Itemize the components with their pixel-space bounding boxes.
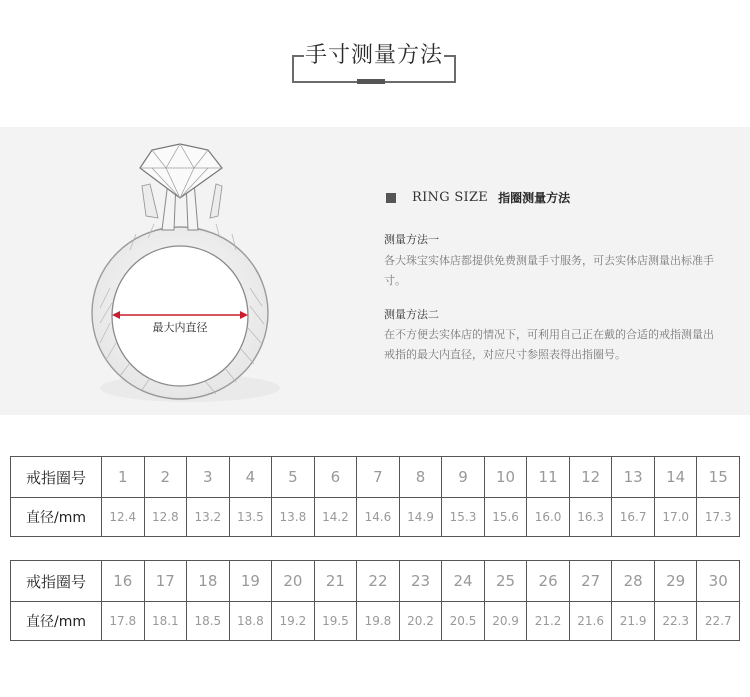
diameter-cell: 13.5	[229, 498, 272, 537]
diameter-cell: 20.5	[442, 602, 485, 641]
size-cell: 12	[569, 457, 612, 498]
size-cell: 14	[654, 457, 697, 498]
diameter-cell: 19.5	[314, 602, 357, 641]
size-cell: 4	[229, 457, 272, 498]
ring-size-heading-cn: 指圈测量方法	[498, 191, 571, 205]
size-cell: 30	[697, 561, 740, 602]
size-cell: 26	[527, 561, 570, 602]
size-cell: 10	[484, 457, 527, 498]
method-2-title: 测量方法二	[384, 308, 439, 321]
size-cell: 3	[187, 457, 230, 498]
size-row	[11, 561, 740, 602]
size-cell: 9	[442, 457, 485, 498]
diameter-cell: 16.0	[527, 498, 570, 537]
diameter-cell: 21.9	[612, 602, 655, 641]
size-cell: 22	[357, 561, 400, 602]
size-cell: 24	[442, 561, 485, 602]
ring-size-heading	[386, 189, 570, 206]
diameter-row	[11, 498, 740, 537]
diameter-cell: 14.2	[314, 498, 357, 537]
diameter-cell: 18.1	[144, 602, 187, 641]
diameter-cell: 18.8	[229, 602, 272, 641]
diameter-cell: 15.6	[484, 498, 527, 537]
diameter-cell: 14.6	[357, 498, 400, 537]
square-bullet-icon	[386, 193, 396, 203]
diameter-row	[11, 602, 740, 641]
size-cell: 20	[272, 561, 315, 602]
size-cell: 11	[527, 457, 570, 498]
diameter-cell: 16.3	[569, 498, 612, 537]
diameter-cell: 14.9	[399, 498, 442, 537]
diameter-cell: 15.3	[442, 498, 485, 537]
size-label: 戒指圈号	[11, 457, 102, 498]
size-row	[11, 457, 740, 498]
diameter-cell: 17.8	[102, 602, 145, 641]
section-header	[0, 0, 750, 127]
size-cell: 27	[569, 561, 612, 602]
size-cell: 5	[272, 457, 315, 498]
diameter-cell: 20.9	[484, 602, 527, 641]
diameter-cell: 13.2	[187, 498, 230, 537]
diameter-cell: 22.3	[654, 602, 697, 641]
size-cell: 17	[144, 561, 187, 602]
ring-size-heading-en: RING SIZE	[412, 190, 489, 205]
size-cell: 16	[102, 561, 145, 602]
diameter-cell: 12.8	[144, 498, 187, 537]
size-cell: 28	[612, 561, 655, 602]
size-cell: 23	[399, 561, 442, 602]
diameter-cell: 13.8	[272, 498, 315, 537]
diameter-cell: 18.5	[187, 602, 230, 641]
diameter-label: 直径/mm	[11, 498, 102, 537]
diameter-cell: 17.0	[654, 498, 697, 537]
ring-sketch-illustration	[70, 138, 310, 428]
size-table-2	[10, 560, 740, 641]
diameter-cell: 12.4	[102, 498, 145, 537]
diameter-cell: 19.8	[357, 602, 400, 641]
title-accent-bar	[357, 79, 385, 84]
size-cell: 18	[187, 561, 230, 602]
size-cell: 21	[314, 561, 357, 602]
diameter-cell: 21.6	[569, 602, 612, 641]
method-1-title: 测量方法一	[384, 233, 439, 246]
diameter-label: 直径/mm	[11, 602, 102, 641]
size-cell: 19	[229, 561, 272, 602]
page-title: 手寸测量方法	[304, 43, 443, 68]
size-table-1	[10, 456, 740, 537]
size-cell: 1	[102, 457, 145, 498]
diameter-cell: 21.2	[527, 602, 570, 641]
size-cell: 6	[314, 457, 357, 498]
max-inner-diameter-label: 最大内直径	[130, 319, 230, 335]
size-label: 戒指圈号	[11, 561, 102, 602]
size-cell: 29	[654, 561, 697, 602]
diameter-cell: 17.3	[697, 498, 740, 537]
diameter-cell: 20.2	[399, 602, 442, 641]
size-cell: 13	[612, 457, 655, 498]
diameter-cell: 19.2	[272, 602, 315, 641]
size-cell: 2	[144, 457, 187, 498]
diameter-cell: 16.7	[612, 498, 655, 537]
size-cell: 8	[399, 457, 442, 498]
method-1-body: 各大珠宝实体店都提供免费测量手寸服务，可去实体店测量出标准手寸。	[384, 254, 714, 287]
size-cell: 15	[697, 457, 740, 498]
size-cell: 7	[357, 457, 400, 498]
size-cell: 25	[484, 561, 527, 602]
diameter-cell: 22.7	[697, 602, 740, 641]
method-2-body: 在不方便去实体店的情况下，可利用自己正在戴的合适的戒指测量出戒指的最大内直径，对应尺寸参照表得出指圈号。	[384, 328, 714, 361]
